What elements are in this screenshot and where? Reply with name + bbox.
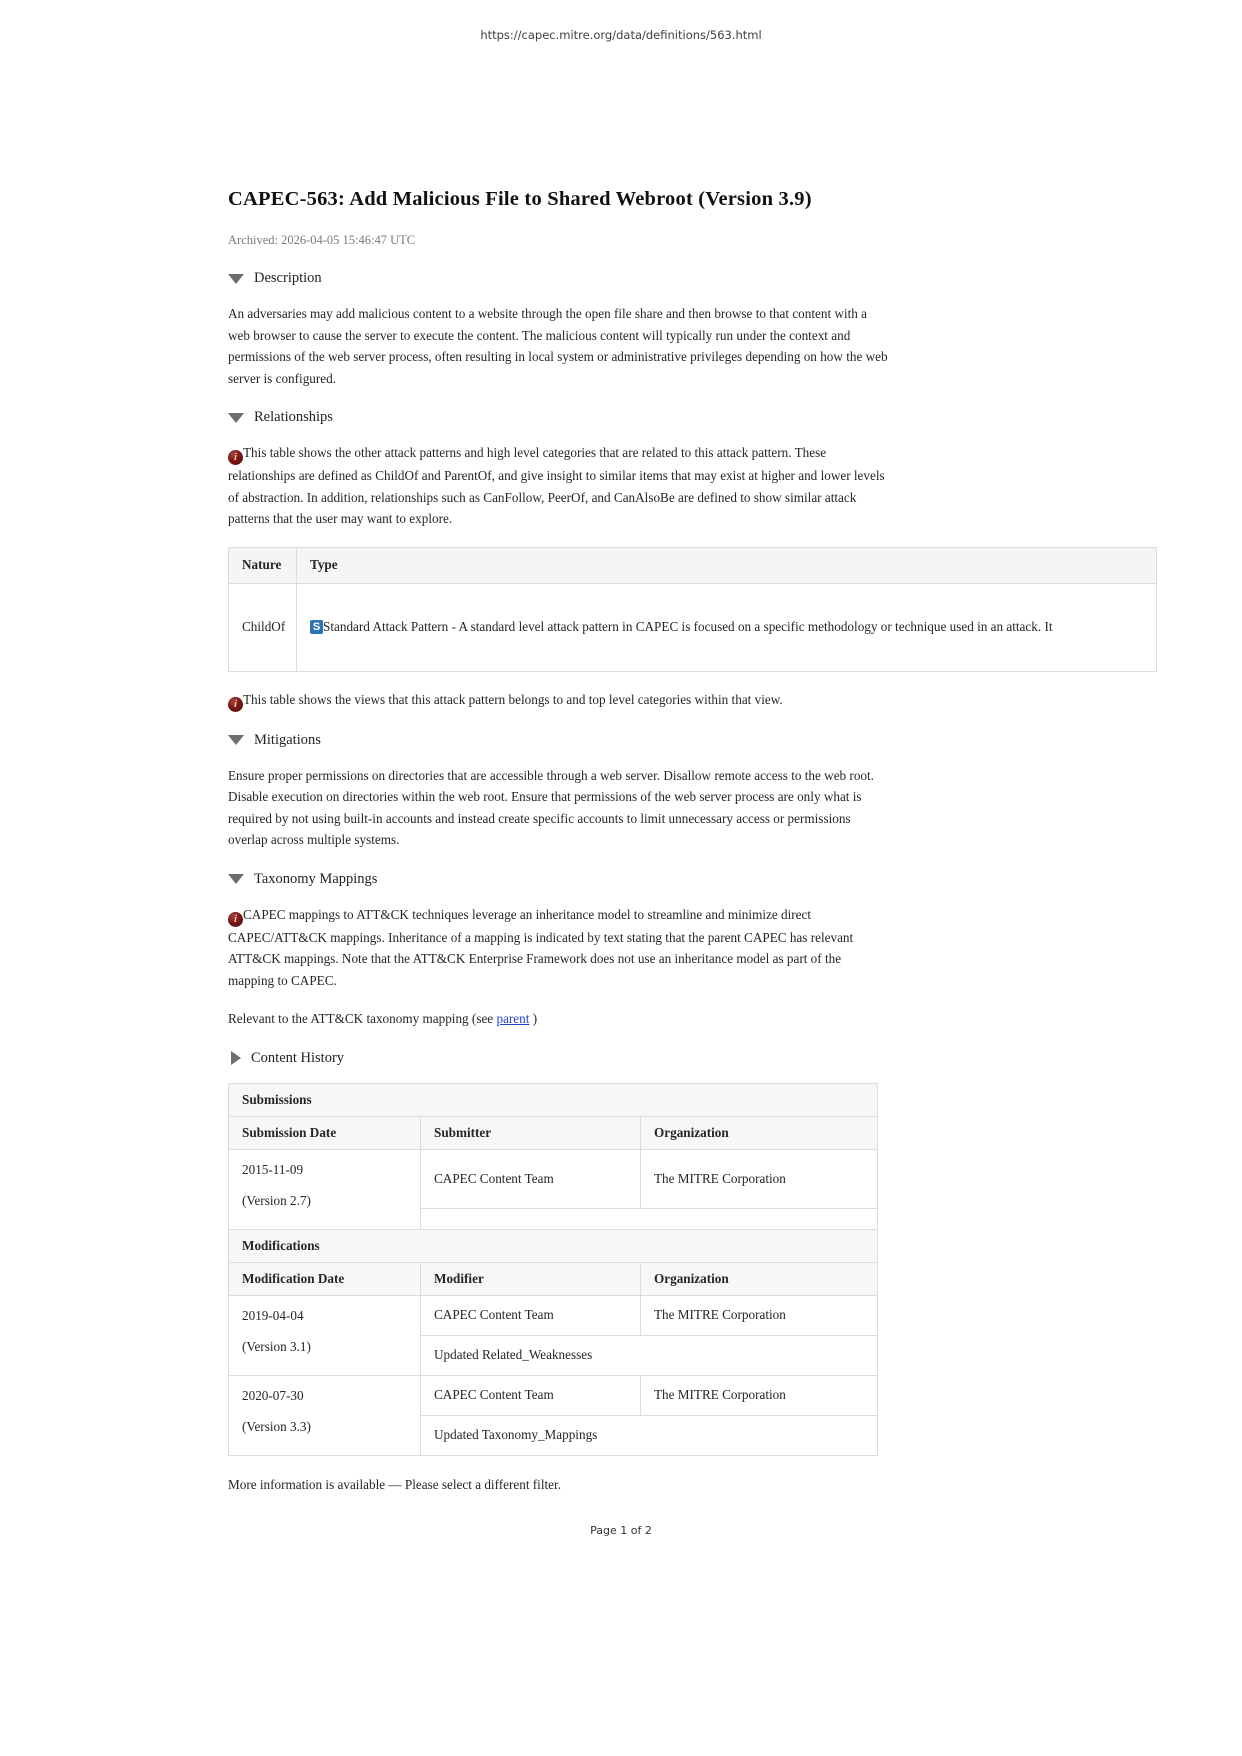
modification-row	[229, 1375, 878, 1415]
organization-cell: The MITRE Corporation	[641, 1295, 878, 1335]
info-icon: i	[228, 912, 243, 927]
modifications-header-row	[229, 1262, 878, 1295]
description-text: An adversaries may add malicious content to a website through the open file share and then browse to that content with a web browser to cause the server to execute the content. The malicious content will typically run under the context and permissions of the web server process, often resulting in local system or administrative privileges depending on how the web server is configured.	[228, 306, 888, 386]
submission-comment-cell	[421, 1208, 878, 1229]
modification-date: 2020-07-30	[242, 1387, 304, 1403]
table-row	[229, 583, 1157, 671]
parent-link[interactable]: parent	[496, 1011, 530, 1026]
relationships-info-text: i This table shows the other attack patterns and high level categories that are related to this attack pattern. These relationships are defined as ChildOf and ParentOf, and give insight to similar items that may exist at higher and lower levels of abstraction. In addition, relationships such as CanFollow, PeerOf, and CanAlsoBe are defined to show similar attack patterns that the user may want to explore.	[228, 445, 885, 526]
print-header-url: https://capec.mitre.org/data/definitions/563.html	[480, 28, 762, 42]
info-icon: i	[228, 450, 243, 465]
organization-cell: The MITRE Corporation	[641, 1375, 878, 1415]
page-title: CAPEC-563: Add Malicious File to Shared Webroot (Version 3.9)	[228, 188, 812, 210]
column-header-submitter: Submitter	[421, 1116, 641, 1149]
submission-date: 2015-11-09	[242, 1161, 304, 1177]
column-header-modifier: Modifier	[421, 1262, 641, 1295]
chevron-down-icon[interactable]	[228, 274, 244, 284]
modification-comment-cell: Updated Taxonomy_Mappings	[421, 1415, 878, 1455]
modification-date: 2019-04-04	[242, 1307, 304, 1323]
section-header-description[interactable]	[228, 270, 888, 287]
content-history-table	[228, 1083, 878, 1456]
section-header-content-history[interactable]	[228, 1050, 888, 1067]
column-header-type: Type	[297, 547, 1157, 583]
chevron-right-icon[interactable]	[231, 1051, 241, 1065]
relationships-table-header-row	[229, 547, 1157, 583]
column-header-modification-date: Modification Date	[229, 1262, 421, 1295]
taxonomy-relevant-line: Relevant to the ATT&CK taxonomy mapping (see parent )	[228, 1011, 538, 1026]
section-title-description: Description	[254, 270, 322, 286]
modification-version: (Version 3.1)	[242, 1338, 311, 1354]
submission-version: (Version 2.7)	[242, 1192, 311, 1208]
submissions-band-label: Submissions	[229, 1083, 878, 1116]
section-header-mitigations[interactable]	[228, 732, 888, 749]
section-title-taxonomy-mappings: Taxonomy Mappings	[254, 870, 378, 887]
modification-row	[229, 1295, 878, 1335]
submission-date-cell	[229, 1149, 421, 1229]
modification-date-cell	[229, 1375, 421, 1455]
submitter-cell: CAPEC Content Team	[421, 1149, 641, 1208]
section-title-mitigations: Mitigations	[254, 731, 321, 748]
archived-timestamp: Archived: 2026-04-05 15:46:47 UTC	[228, 233, 416, 247]
more-info-text: More information is available — Please select a different filter.	[228, 1476, 561, 1492]
modification-version: (Version 3.3)	[242, 1418, 311, 1434]
section-title-content-history: Content History	[251, 1049, 345, 1066]
submissions-header-row	[229, 1116, 878, 1149]
modifier-cell: CAPEC Content Team	[421, 1375, 641, 1415]
print-footer-page-number: Page 1 of 2	[590, 1524, 652, 1537]
modifier-cell: CAPEC Content Team	[421, 1295, 641, 1335]
chevron-down-icon[interactable]	[228, 413, 244, 423]
column-header-organization: Organization	[641, 1116, 878, 1149]
modification-date-cell	[229, 1295, 421, 1375]
taxonomy-info-text: i CAPEC mappings to ATT&CK techniques leverage an inheritance model to streamline and minimize direct CAPEC/ATT&CK mappings. Inheritance of a mapping is indicated by text stating that the parent CAPEC has relevant ATT&CK mappings. Note that the ATT&CK Enterprise Framework does not use an inheritance model as part of the mapping to CAPEC.	[228, 906, 854, 988]
organization-cell: The MITRE Corporation	[641, 1149, 878, 1208]
column-header-nature: Nature	[229, 547, 297, 583]
submission-row	[229, 1149, 878, 1208]
modification-comment-cell: Updated Related_Weaknesses	[421, 1335, 878, 1375]
section-title-relationships: Relationships	[254, 409, 333, 425]
section-header-relationships[interactable]	[228, 409, 888, 426]
mitigations-text: Ensure proper permissions on directories that are accessible through a web server. Disallow remote access to the web root. Disable execution on directories within the web root. Ensure that permissions of the web server process are only what is required by not using built-in accounts and instead create specific accounts to limit unnecessary access or permissions overlap across multiple systems.	[228, 767, 874, 847]
views-info-text: i This table shows the views that this attack pattern belongs to and top level categories within that view.	[228, 689, 888, 712]
chevron-down-icon[interactable]	[228, 735, 244, 745]
modifications-band-label: Modifications	[229, 1229, 878, 1262]
type-text: Standard Attack Pattern - A standard level attack pattern in CAPEC is focused on a specific methodology or technique used in an attack. It	[323, 619, 1053, 634]
info-icon: i	[228, 697, 243, 712]
modifications-band-row	[229, 1229, 878, 1262]
chevron-down-icon[interactable]	[228, 874, 244, 884]
standard-attack-pattern-icon: S	[310, 620, 323, 634]
type-cell	[297, 583, 1157, 671]
nature-cell: ChildOf	[229, 583, 297, 671]
column-header-submission-date: Submission Date	[229, 1116, 421, 1149]
column-header-organization: Organization	[641, 1262, 878, 1295]
submissions-band-row	[229, 1083, 878, 1116]
relationships-table	[228, 547, 1157, 672]
main-content	[228, 188, 1053, 1512]
section-header-taxonomy-mappings[interactable]	[228, 871, 888, 888]
